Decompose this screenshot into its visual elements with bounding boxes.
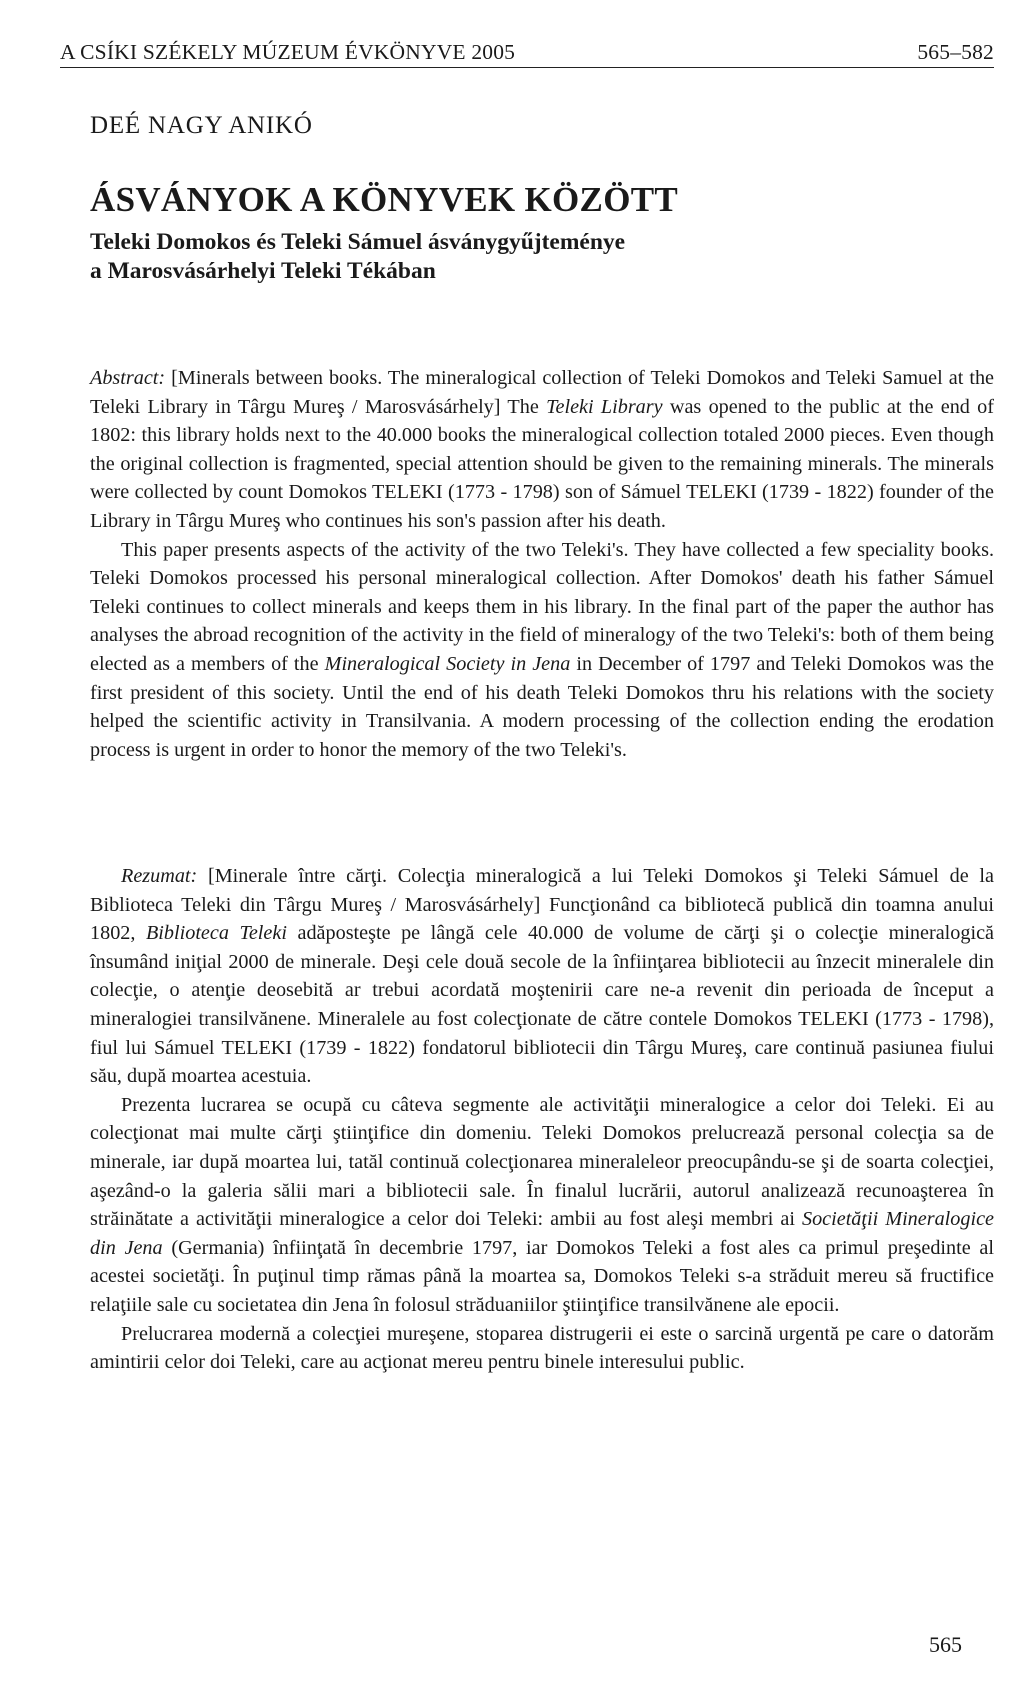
rezumat-italic-2: Societăţii Mineralogice din Jena bbox=[90, 1208, 995, 1259]
rezumat-text-1a: [Minerale între cărţi. Colecţia mineralogică a lui Teleki Domokos şi Teleki Sámuel de la Biblioteca Teleki din Târgu Mureş / Marosvásárhely] Funcţionând ca bibliotecă publică din toamna anului 1802, bbox=[90, 865, 994, 945]
abstract-label: Abstract: bbox=[90, 367, 166, 389]
abstract-paragraph-2 bbox=[90, 536, 994, 765]
rezumat-section bbox=[90, 862, 994, 1377]
abstract-text-2a: This paper presents aspects of the activity of the two Teleki's. They have collected a few speciality books. Teleki Domokos processed his personal mineralogical collection. After Domokos' death his father Sámuel Teleki continues to collect minerals and keeps them in his library. In the final part of the paper the author has analyses the abroad recognition of the activity in the field of mineralogy of the two Teleki's: both of them being elected as a members of the bbox=[90, 538, 994, 675]
rezumat-text-2a: Prezenta lucrarea se ocupă cu câteva segmente ale activităţii mineralogice a celor doi Teleki. Ei au colecţionat mai multe cărţi ştiinţifice din domeniu. Teleki Domokos prelucrează personal colecţia sa de minerale, iar după moartea lui, tatăl continuă colecţionarea mineraleleor preocupându-se şi de soarta colecţiei, aşezând-o la galeria sălii mari a bibliotecii sale. În finalul lucrării, autorul analizează recunoaşterea în străinătate a activităţii mineralogice a celor doi Teleki: ambii au fost aleşi membri ai bbox=[90, 1093, 994, 1231]
running-header bbox=[60, 40, 994, 68]
article-subtitle bbox=[90, 228, 970, 286]
rezumat-label: Rezumat: bbox=[121, 865, 198, 887]
rezumat-paragraph-1 bbox=[90, 862, 994, 1091]
subtitle-line-2: a Marosvásárhelyi Teleki Tékában bbox=[90, 258, 436, 284]
rezumat-italic-1: Biblioteca Teleki bbox=[145, 922, 287, 945]
abstract-italic-1: Teleki Library bbox=[546, 395, 663, 418]
page-range: 565–582 bbox=[917, 40, 994, 64]
rezumat-text-2b: (Germania) înfiinţată în decembrie 1797, iar Domokos Teleki a fost ales ca primul preşedinte al acestei societăţi. În puţinul timp rămas până la moartea sa, Domokos Teleki s-a străduit mereu să fructifice relaţiile sale cu societatea din Jena în folosul străduaniilor ştiinţifice transilvănene ale epocii. bbox=[90, 1236, 994, 1316]
journal-title: A CSÍKI SZÉKELY MÚZEUM ÉVKÖNYVE 2005 bbox=[60, 40, 516, 64]
abstract-paragraph-1 bbox=[90, 364, 994, 536]
abstract-section bbox=[90, 364, 994, 764]
abstract-text-2b: in December of 1797 and Teleki Domokos was the first president of this society. Until the end of his death Teleki Domokos thru his relations with the society helped the scientific activity in Transilvania. A modern processing of the collection ending the erodation process is urgent in order to honor the memory of the two Teleki's. bbox=[90, 652, 994, 761]
page-number: 565 bbox=[929, 1632, 962, 1657]
abstract-italic-2: Mineralogical Society in Jena bbox=[324, 652, 571, 675]
rezumat-text-1b: adăposteşte pe lângă cele 40.000 de volume de cărţi şi o colecţie mineralogică însumând iniţial 2000 de minerale. Deşi cele două secole de la înfiinţarea bibliotecii au înzecit mineralele din colecţie, o atenţie deosebită ar trebui acordată moştenirii care ne-a revenit din perioada de început a mineralogiei transilvănene. Mineralele au fost colecţionate de către contele Domokos TELEKI (1773 - 1798), fiul lui Sámuel TELEKI (1739 - 1822) fondatorul bibliotecii din Târgu Mureş, care continuă pasiunea fiului său, după moartea acestuia. bbox=[90, 922, 994, 1088]
subtitle-line-1: Teleki Domokos és Teleki Sámuel ásványgyűjteménye bbox=[90, 229, 626, 255]
article-title: ÁSVÁNYOK A KÖNYVEK KÖZÖTT bbox=[90, 180, 679, 219]
rezumat-paragraph-2 bbox=[90, 1091, 994, 1320]
author-name: DEÉ NAGY ANIKÓ bbox=[90, 112, 313, 139]
rezumat-paragraph-3: Prelucrarea modernă a colecţiei mureşene, stoparea distrugerii ei este o sarcină urgentă pe care o datorăm amintirii celor doi Teleki, care au acţionat mereu pentru binele interesului public. bbox=[90, 1322, 994, 1374]
page bbox=[60, 40, 995, 1657]
abstract-text-1a: [Minerals between books. The mineralogical collection of Teleki Domokos and Teleki Samuel at the Teleki Library in Târgu Mureş / Marosvásárhely] The bbox=[90, 367, 994, 418]
abstract-text-1b: was opened to the public at the end of 1802: this library holds next to the 40.000 books the mineralogical collection totaled 2000 pieces. Even though the original collection is fragmented, special attention should be given to the remaining minerals. The minerals were collected by count Domokos TELEKI (1773 - 1798) son of Sámuel TELEKI (1739 - 1822) founder of the Library in Târgu Mureş who continues his son's passion after his death. bbox=[90, 395, 994, 532]
